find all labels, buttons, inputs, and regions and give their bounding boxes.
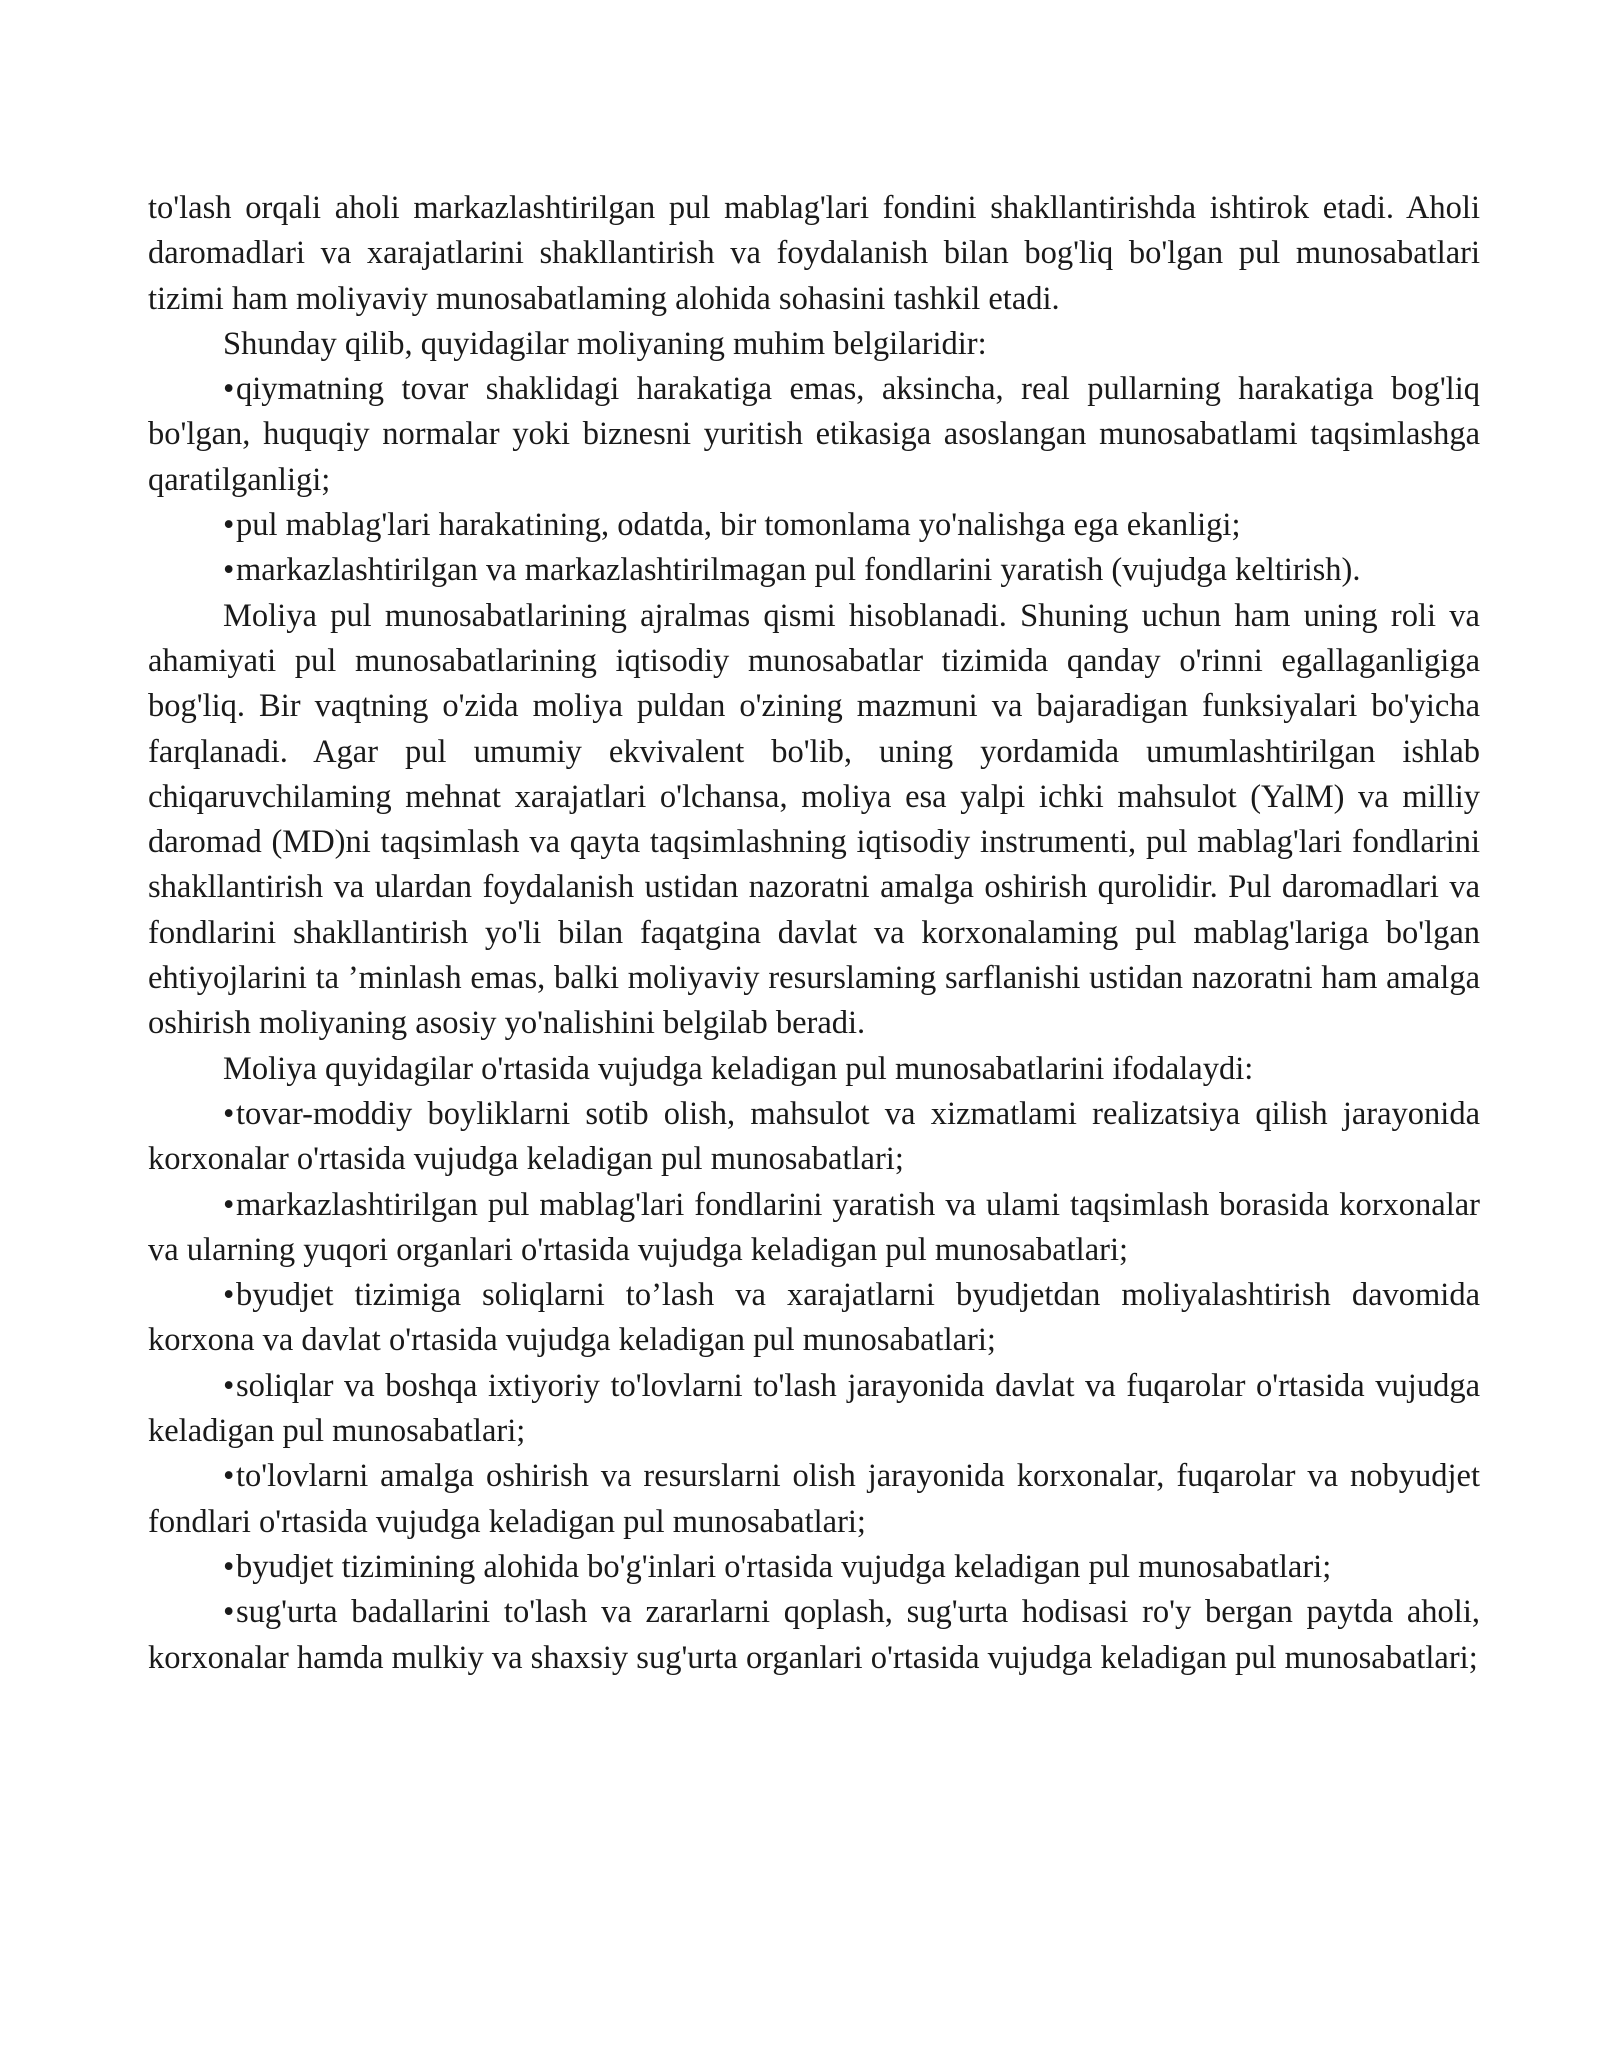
list-item — [148, 367, 1480, 503]
list-item — [148, 503, 1480, 548]
bullet-icon: • — [223, 552, 235, 589]
list-item — [148, 1590, 1480, 1681]
list-item-text: tovar-moddiy boyliklarni sotib olish, mahsulot va xizmatlami realizatsiya qilish jarayonida korxonalar o'rtasida vujudga keladigan pul munosabatlari; — [148, 1095, 1480, 1178]
bullet-icon: • — [223, 1548, 235, 1585]
paragraph-finance-role: Moliya pul munosabatlarining ajralmas qismi hisoblanadi. Shuning uchun ham uning roli va ahamiyati pul munosabatlarining iqtisodiy munosabatlar tizimida qanday o'rinni egallaganligiga bog'liq. Bir vaqtning o'zida moliya puldan o'zining mazmuni va bajaradigan funksiyalari bo'yicha farqlanadi. Agar pul umumiy ekvivalent bo'lib, uning yordamida umumlashtirilgan ishlab chiqaruvchilaming mehnat xarajatlari o'lchansa, moliya esa yalpi ichki mahsulot (YalM) va milliy daromad (MD)ni taqsimlash va qayta taqsimlashning iqtisodiy instrumenti, pul mablag'lari fondlarini shakllantirish va ulardan foydalanish ustidan nazoratni amalga oshirish qurolidir. Pul daromadlari va fondlarini shakllantirish yo'li bilan faqatgina davlat va korxonalaming pul mablag'lariga bo'lgan ehtiyojlarini ta ’minlash emas, balki moliyaviy resurslaming sarflanishi ustidan nazoratni ham amalga oshirish moliyaning asosiy yo'nalishini belgilab beradi. — [148, 597, 1480, 1042]
list-item-text: byudjet tizimiga soliqlarni to’lash va xarajatlarni byudjetdan moliyalashtirish davomida korxona va davlat o'rtasida vujudga keladigan pul munosabatlari; — [148, 1277, 1480, 1359]
bullet-icon: • — [223, 1277, 235, 1314]
bullet-icon: • — [223, 1095, 235, 1132]
list-item-text: sug'urta badallarini to'lash va zararlarni qoplash, sug'urta hodisasi ro'y bergan paytda aholi, korxonalar hamda mulkiy va shaxsiy sug'urta organlari o'rtasida vujudga keladigan pul munosabatlari; — [148, 1594, 1480, 1676]
list-item-text: soliqlar va boshqa ixtiyoriy to'lovlarni to'lash jarayonida davlat va fuqarolar o'rtasida vujudga keladigan pul munosabatlari; — [148, 1367, 1480, 1450]
list-item — [148, 1273, 1480, 1364]
bullet-icon: • — [223, 507, 235, 544]
list-item-text: markazlashtirilgan pul mablag'lari fondlarini yaratish va ulami taqsimlash borasida korxonalar va ularning yuqori organlari o'rtasida vujudga keladigan pul munosabatlari; — [148, 1186, 1480, 1268]
list-item-text: to'lovlarni amalga oshirish va resurslarni olish jarayonida korxonalar, fuqarolar va nobyudjet fondlari o'rtasida vujudga keladigan pul munosabatlari; — [148, 1458, 1480, 1540]
bullet-icon: • — [223, 1186, 235, 1223]
paragraph-features-intro: Shunday qilib, quyidagilar moliyaning muhim belgilaridir: — [223, 325, 987, 362]
list-item — [148, 548, 1480, 593]
bullet-icon: • — [223, 1367, 235, 1404]
bullet-icon: • — [223, 371, 235, 408]
bullet-icon: • — [223, 1458, 235, 1495]
list-item — [148, 1092, 1480, 1183]
list-item-text: qiymatning tovar shaklidagi harakatiga emas, aksincha, real pullarning harakatiga bog'liq bo'lgan, huquqiy normalar yoki biznesni yuritish etikasiga asoslangan munosabatlami taqsimlashga qaratilganligi; — [148, 371, 1480, 498]
list-item — [148, 1545, 1480, 1590]
list-item — [148, 1183, 1480, 1274]
list-item-text: pul mablag'lari harakatining, odatda, bir tomonlama yo'nalishga ega ekanligi; — [236, 507, 1241, 544]
page-body — [148, 186, 1480, 1681]
paragraph-continuation: to'lash orqali aholi markazlashtirilgan pul mablag'lari fondini shakllantirishda ishtirok etadi. Aholi daromadlari va xarajatlarini shakllantirish va foydalanish bilan bog'liq bo'lgan pul munosabatlari tizimi ham moliyaviy munosabatlaming alohida sohasini tashkil etadi. — [148, 190, 1480, 317]
bullet-icon: • — [223, 1594, 235, 1631]
list-item — [148, 1364, 1480, 1455]
list-item — [148, 1454, 1480, 1545]
paragraph-relations-intro: Moliya quyidagilar o'rtasida vujudga keladigan pul munosabatlarini ifodalaydi: — [223, 1050, 1254, 1087]
list-item-text: markazlashtirilgan va markazlashtirilmagan pul fondlarini yaratish (vujudga keltirish). — [236, 552, 1361, 589]
list-item-text: byudjet tizimining alohida bo'g'inlari o'rtasida vujudga keladigan pul munosabatlari; — [236, 1548, 1332, 1585]
